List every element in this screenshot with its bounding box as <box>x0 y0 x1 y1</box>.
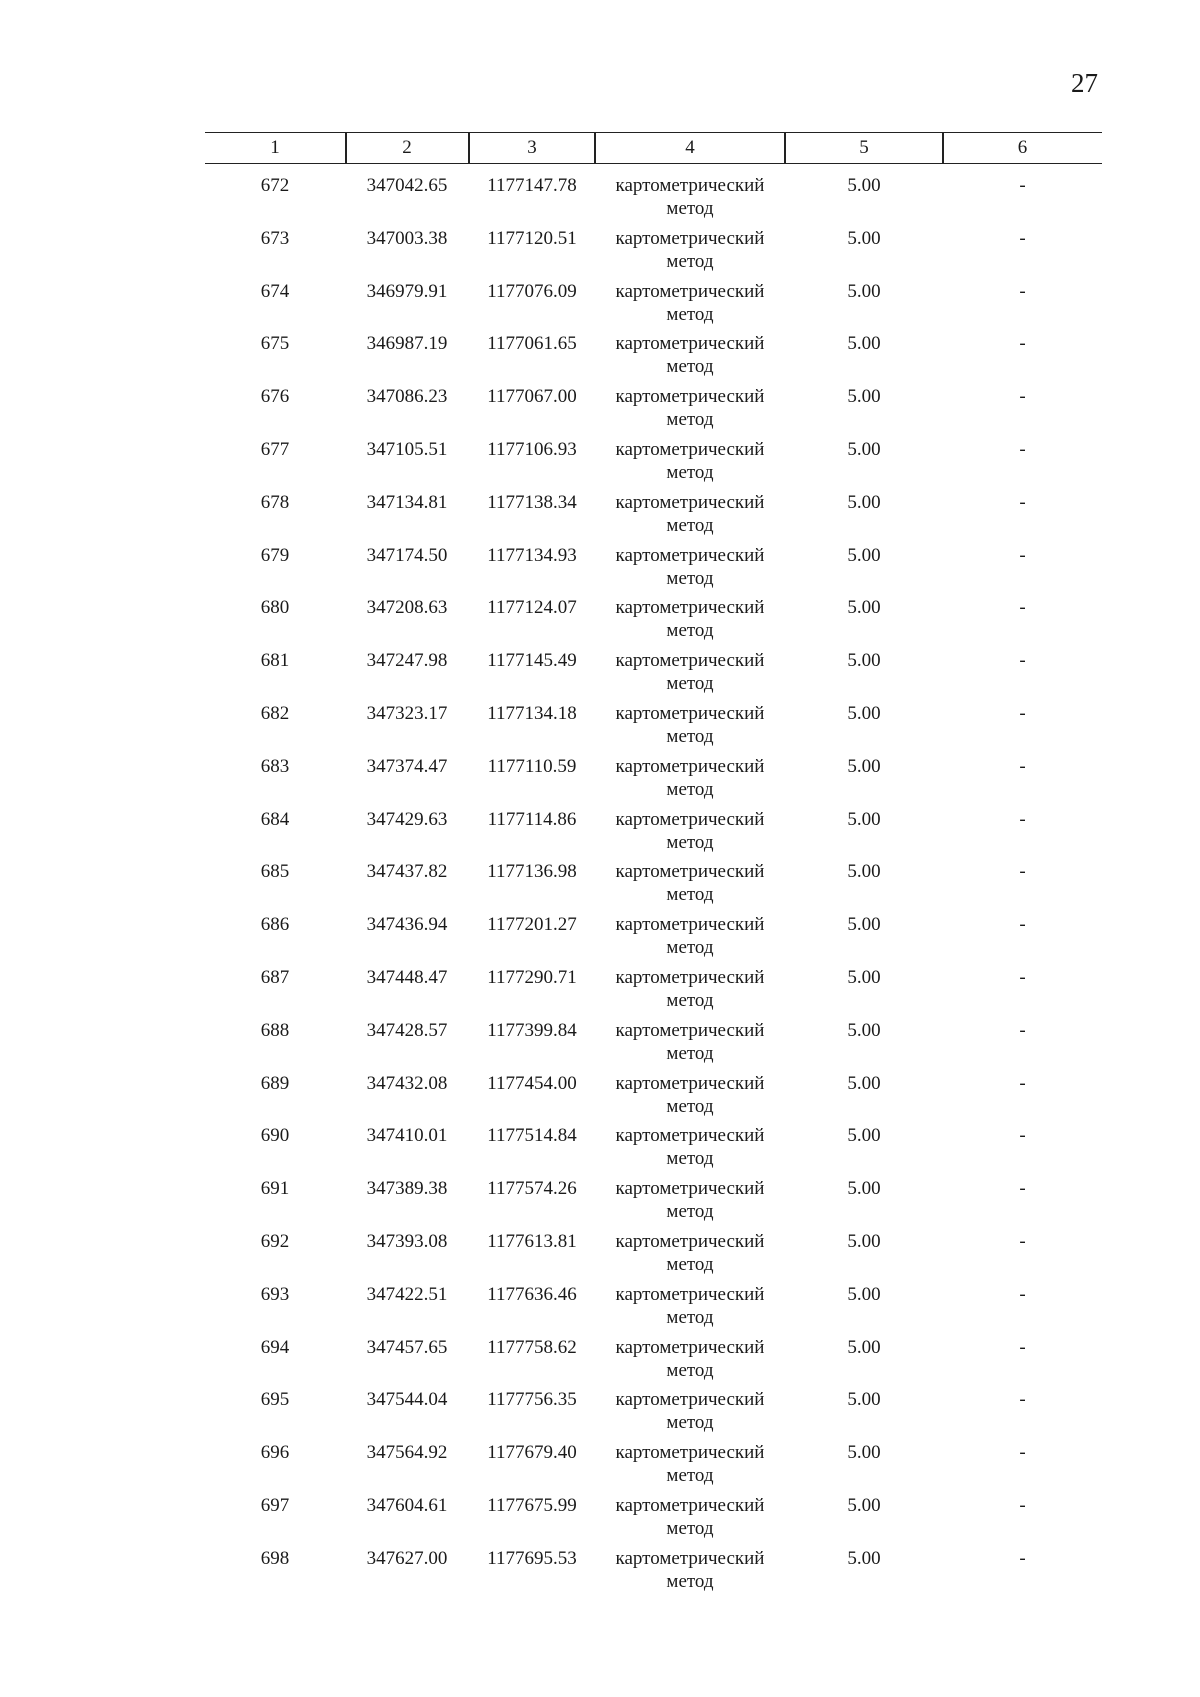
point-number-cell: 672 <box>260 175 290 196</box>
note-cell: - <box>1019 1336 1026 1358</box>
method-line-2: метод <box>666 1517 714 1539</box>
table-header-row <box>205 132 1102 164</box>
method-line-1: картометрический <box>615 175 765 196</box>
method-line-1: картометрический <box>615 1547 765 1569</box>
note-cell: - <box>1019 755 1026 777</box>
accuracy-cell: 5.00 <box>847 1389 881 1411</box>
method-cell <box>595 438 785 484</box>
method-line-2: метод <box>666 1253 714 1275</box>
accuracy-cell: 5.00 <box>847 914 881 936</box>
method-line-1: картометрический <box>615 808 765 830</box>
method-line-1: картометрический <box>615 1283 765 1305</box>
method-line-1: картометрический <box>615 227 765 249</box>
y-coordinate-cell: 1177134.93 <box>487 544 577 566</box>
note-cell: - <box>1019 1442 1026 1464</box>
method-line-2: метод <box>666 884 714 906</box>
accuracy-cell: 5.00 <box>847 861 881 883</box>
note-cell: - <box>1019 1072 1026 1094</box>
method-line-2: метод <box>666 409 714 431</box>
table-row <box>205 1009 1102 1062</box>
y-coordinate-cell: 1177675.99 <box>487 1494 577 1516</box>
note-cell: - <box>1019 597 1026 619</box>
method-line-2: метод <box>666 1465 714 1487</box>
point-number-cell: 674 <box>260 280 290 302</box>
accuracy-cell: 5.00 <box>847 227 881 249</box>
table-row <box>205 1326 1102 1379</box>
point-number-cell: 680 <box>260 597 290 619</box>
table-row <box>205 375 1102 431</box>
x-coordinate-cell: 347564.92 <box>366 1442 448 1464</box>
accuracy-cell: 5.00 <box>847 702 881 724</box>
x-coordinate-cell: 347208.63 <box>366 597 448 619</box>
y-coordinate-cell: 1177613.81 <box>487 1230 577 1252</box>
note-cell: - <box>1019 544 1026 566</box>
column-header-5: 5 <box>859 137 869 158</box>
method-line-2: метод <box>666 937 714 959</box>
y-coordinate-cell: 1177110.59 <box>487 755 577 777</box>
x-coordinate-cell: 346979.91 <box>366 280 448 302</box>
accuracy-cell: 5.00 <box>847 438 881 460</box>
x-coordinate-cell: 347374.47 <box>366 755 448 777</box>
x-coordinate-cell: 347422.51 <box>366 1283 448 1305</box>
method-line-2: метод <box>666 1042 714 1064</box>
column-header-3: 3 <box>527 137 537 158</box>
method-cell <box>595 860 785 906</box>
note-cell: - <box>1019 861 1026 883</box>
accuracy-cell: 5.00 <box>847 808 881 830</box>
method-line-2: метод <box>666 250 714 272</box>
method-line-1: картометрический <box>615 597 765 619</box>
accuracy-cell: 5.00 <box>847 333 881 355</box>
point-number-cell: 691 <box>260 1178 290 1200</box>
column-header-2: 2 <box>402 137 412 158</box>
point-number-cell: 695 <box>260 1389 290 1411</box>
table-row <box>205 322 1102 378</box>
table-row <box>205 1484 1102 1537</box>
x-coordinate-cell: 347247.98 <box>366 650 448 672</box>
y-coordinate-cell: 1177124.07 <box>487 597 577 619</box>
y-coordinate-cell: 1177756.35 <box>487 1389 577 1411</box>
point-number-cell: 698 <box>260 1547 290 1569</box>
point-number-cell: 675 <box>260 333 290 355</box>
table-row <box>205 1167 1102 1223</box>
method-line-1: картометрический <box>615 1494 765 1516</box>
y-coordinate-cell: 1177636.46 <box>487 1283 577 1305</box>
y-coordinate-cell: 1177201.27 <box>487 914 577 936</box>
column-header-6: 6 <box>1017 137 1028 158</box>
y-coordinate-cell: 1177147.78 <box>487 175 577 196</box>
method-line-2: метод <box>666 1095 714 1117</box>
y-coordinate-cell: 1177076.09 <box>487 280 577 302</box>
method-cell <box>595 544 785 590</box>
table-row <box>205 850 1102 906</box>
method-line-2: метод <box>666 989 714 1011</box>
method-cell <box>595 280 785 326</box>
point-number-cell: 679 <box>260 544 290 566</box>
x-coordinate-cell: 347627.00 <box>366 1547 448 1569</box>
accuracy-cell: 5.00 <box>847 1547 881 1569</box>
note-cell: - <box>1019 438 1026 460</box>
method-line-2: метод <box>666 461 714 483</box>
table-row <box>205 745 1102 798</box>
method-line-2: метод <box>666 1306 714 1328</box>
method-cell <box>595 1177 785 1223</box>
accuracy-cell: 5.00 <box>847 1178 881 1200</box>
x-coordinate-cell: 347393.08 <box>366 1230 448 1252</box>
note-cell: - <box>1019 914 1026 936</box>
y-coordinate-cell: 1177120.51 <box>487 227 577 249</box>
method-line-1: картометрический <box>615 861 765 883</box>
method-cell <box>595 1124 785 1170</box>
method-line-1: картометрический <box>615 491 765 513</box>
table-row <box>205 428 1102 481</box>
accuracy-cell: 5.00 <box>847 544 881 566</box>
method-cell <box>595 227 785 273</box>
y-coordinate-cell: 1177758.62 <box>487 1336 577 1358</box>
method-line-2: метод <box>666 198 714 219</box>
note-cell: - <box>1019 386 1026 408</box>
method-line-2: метод <box>666 673 714 695</box>
method-line-2: метод <box>666 778 714 800</box>
note-cell: - <box>1019 1547 1026 1569</box>
method-cell <box>595 1336 785 1382</box>
accuracy-cell: 5.00 <box>847 966 881 988</box>
y-coordinate-cell: 1177454.00 <box>487 1072 577 1094</box>
point-number-cell: 678 <box>260 491 290 513</box>
table-row <box>205 692 1102 745</box>
method-line-1: картометрический <box>615 1072 765 1094</box>
column-header-1: 1 <box>270 137 280 158</box>
accuracy-cell: 5.00 <box>847 1283 881 1305</box>
table-body <box>205 164 1102 1590</box>
table-row <box>205 903 1102 959</box>
table-row <box>205 956 1102 1009</box>
method-line-1: картометрический <box>615 755 765 777</box>
table-row <box>205 1220 1102 1273</box>
accuracy-cell: 5.00 <box>847 1072 881 1094</box>
method-line-1: картометрический <box>615 1125 765 1147</box>
method-cell <box>595 1230 785 1276</box>
x-coordinate-cell: 347003.38 <box>366 227 448 249</box>
y-coordinate-cell: 1177399.84 <box>487 1019 577 1041</box>
note-cell: - <box>1019 702 1026 724</box>
note-cell: - <box>1019 333 1026 355</box>
x-coordinate-cell: 347436.94 <box>366 914 448 936</box>
note-cell: - <box>1019 175 1026 196</box>
method-cell <box>595 1388 785 1434</box>
point-number-cell: 696 <box>260 1442 290 1464</box>
x-coordinate-cell: 347428.57 <box>366 1019 448 1041</box>
x-coordinate-cell: 347432.08 <box>366 1072 448 1094</box>
accuracy-cell: 5.00 <box>847 175 881 196</box>
table-row <box>205 1431 1102 1487</box>
point-number-cell: 697 <box>260 1494 290 1516</box>
note-cell: - <box>1019 1230 1026 1252</box>
note-cell: - <box>1019 227 1026 249</box>
x-coordinate-cell: 347544.04 <box>366 1389 448 1411</box>
method-line-1: картометрический <box>615 333 765 355</box>
table-row <box>205 217 1102 270</box>
point-number-cell: 681 <box>260 650 290 672</box>
accuracy-cell: 5.00 <box>847 386 881 408</box>
accuracy-cell: 5.00 <box>847 1494 881 1516</box>
y-coordinate-cell: 1177290.71 <box>487 966 577 988</box>
method-cell <box>595 174 785 220</box>
method-line-2: метод <box>666 567 714 589</box>
column-header-4: 4 <box>685 137 695 158</box>
x-coordinate-cell: 347105.51 <box>366 438 448 460</box>
point-number-cell: 676 <box>260 386 290 408</box>
accuracy-cell: 5.00 <box>847 1442 881 1464</box>
point-number-cell: 687 <box>260 966 290 988</box>
point-number-cell: 685 <box>260 861 290 883</box>
x-coordinate-cell: 347086.23 <box>366 386 448 408</box>
page-number: 27 <box>1071 68 1098 98</box>
table-row <box>205 639 1102 695</box>
note-cell: - <box>1019 1125 1026 1147</box>
x-coordinate-cell: 347323.17 <box>366 702 448 724</box>
method-line-1: картометрический <box>615 702 765 724</box>
table-row <box>205 1378 1102 1434</box>
method-line-1: картометрический <box>615 966 765 988</box>
table-row <box>205 798 1102 851</box>
y-coordinate-cell: 1177138.34 <box>487 491 577 513</box>
method-cell <box>595 332 785 378</box>
method-cell <box>595 385 785 431</box>
accuracy-cell: 5.00 <box>847 280 881 302</box>
method-line-2: метод <box>666 831 714 853</box>
method-cell <box>595 649 785 695</box>
note-cell: - <box>1019 1178 1026 1200</box>
x-coordinate-cell: 347429.63 <box>366 808 448 830</box>
note-cell: - <box>1019 1019 1026 1041</box>
method-line-1: картометрический <box>615 544 765 566</box>
table-row <box>205 534 1102 587</box>
method-line-2: метод <box>666 1148 714 1170</box>
method-cell <box>595 702 785 748</box>
note-cell: - <box>1019 1389 1026 1411</box>
method-cell <box>595 491 785 537</box>
accuracy-cell: 5.00 <box>847 650 881 672</box>
note-cell: - <box>1019 808 1026 830</box>
method-cell <box>595 1283 785 1329</box>
x-coordinate-cell: 347448.47 <box>366 966 448 988</box>
x-coordinate-cell: 347437.82 <box>366 861 448 883</box>
method-line-2: метод <box>666 356 714 378</box>
point-number-cell: 677 <box>260 438 290 460</box>
method-line-1: картометрический <box>615 1389 765 1411</box>
y-coordinate-cell: 1177574.26 <box>487 1178 577 1200</box>
method-cell <box>595 755 785 801</box>
method-line-2: метод <box>666 303 714 325</box>
y-coordinate-cell: 1177134.18 <box>487 702 577 724</box>
y-coordinate-cell: 1177067.00 <box>487 386 577 408</box>
method-cell <box>595 1441 785 1487</box>
method-cell <box>595 1072 785 1118</box>
y-coordinate-cell: 1177679.40 <box>487 1442 577 1464</box>
y-coordinate-cell: 1177145.49 <box>487 650 577 672</box>
point-number-cell: 694 <box>260 1336 290 1358</box>
method-line-2: метод <box>666 1359 714 1381</box>
point-number-cell: 688 <box>260 1019 290 1041</box>
table-row <box>205 270 1102 323</box>
y-coordinate-cell: 1177106.93 <box>487 438 577 460</box>
point-number-cell: 686 <box>260 914 290 936</box>
x-coordinate-cell: 347410.01 <box>366 1125 448 1147</box>
point-number-cell: 692 <box>260 1230 290 1252</box>
table-row <box>205 164 1102 217</box>
method-line-1: картометрический <box>615 914 765 936</box>
method-cell <box>595 808 785 854</box>
point-number-cell: 684 <box>260 808 290 830</box>
method-cell <box>595 1019 785 1065</box>
y-coordinate-cell: 1177136.98 <box>487 861 577 883</box>
point-number-cell: 673 <box>260 227 290 249</box>
table-row <box>205 1537 1102 1590</box>
point-number-cell: 683 <box>260 755 290 777</box>
method-line-1: картометрический <box>615 1336 765 1358</box>
method-cell <box>595 913 785 959</box>
method-line-1: картометрический <box>615 438 765 460</box>
note-cell: - <box>1019 966 1026 988</box>
method-line-2: метод <box>666 725 714 747</box>
y-coordinate-cell: 1177695.53 <box>487 1547 577 1569</box>
accuracy-cell: 5.00 <box>847 1336 881 1358</box>
table-row <box>205 1062 1102 1115</box>
method-cell <box>595 1494 785 1540</box>
table-row <box>205 1273 1102 1326</box>
method-line-2: метод <box>666 1570 714 1592</box>
accuracy-cell: 5.00 <box>847 597 881 619</box>
method-line-2: метод <box>666 1201 714 1223</box>
table-row <box>205 1114 1102 1170</box>
y-coordinate-cell: 1177514.84 <box>487 1125 577 1147</box>
point-number-cell: 690 <box>260 1125 290 1147</box>
point-number-cell: 682 <box>260 702 290 724</box>
method-line-2: метод <box>666 514 714 536</box>
method-line-1: картометрический <box>615 1230 765 1252</box>
accuracy-cell: 5.00 <box>847 1125 881 1147</box>
note-cell: - <box>1019 491 1026 513</box>
note-cell: - <box>1019 1283 1026 1305</box>
method-line-1: картометрический <box>615 280 765 302</box>
method-cell <box>595 966 785 1012</box>
y-coordinate-cell: 1177061.65 <box>487 333 577 355</box>
x-coordinate-cell: 347174.50 <box>366 544 448 566</box>
x-coordinate-cell: 347389.38 <box>366 1178 448 1200</box>
accuracy-cell: 5.00 <box>847 1230 881 1252</box>
table-row <box>205 586 1102 642</box>
x-coordinate-cell: 346987.19 <box>366 333 448 355</box>
method-line-2: метод <box>666 620 714 642</box>
note-cell: - <box>1019 1494 1026 1516</box>
method-cell <box>595 596 785 642</box>
x-coordinate-cell: 347604.61 <box>366 1494 448 1516</box>
y-coordinate-cell: 1177114.86 <box>487 808 577 830</box>
accuracy-cell: 5.00 <box>847 1019 881 1041</box>
method-line-1: картометрический <box>615 1442 765 1464</box>
method-line-2: метод <box>666 1412 714 1434</box>
table-row <box>205 481 1102 534</box>
x-coordinate-cell: 347457.65 <box>366 1336 448 1358</box>
method-line-1: картометрический <box>615 1019 765 1041</box>
method-line-1: картометрический <box>615 1178 765 1200</box>
point-number-cell: 693 <box>260 1283 290 1305</box>
note-cell: - <box>1019 650 1026 672</box>
x-coordinate-cell: 347042.65 <box>366 175 448 196</box>
accuracy-cell: 5.00 <box>847 755 881 777</box>
method-line-1: картометрический <box>615 386 765 408</box>
note-cell: - <box>1019 280 1026 302</box>
method-cell <box>595 1547 785 1593</box>
method-line-1: картометрический <box>615 650 765 672</box>
x-coordinate-cell: 347134.81 <box>366 491 448 513</box>
accuracy-cell: 5.00 <box>847 491 881 513</box>
coordinates-table <box>205 132 1102 1590</box>
point-number-cell: 689 <box>260 1072 290 1094</box>
